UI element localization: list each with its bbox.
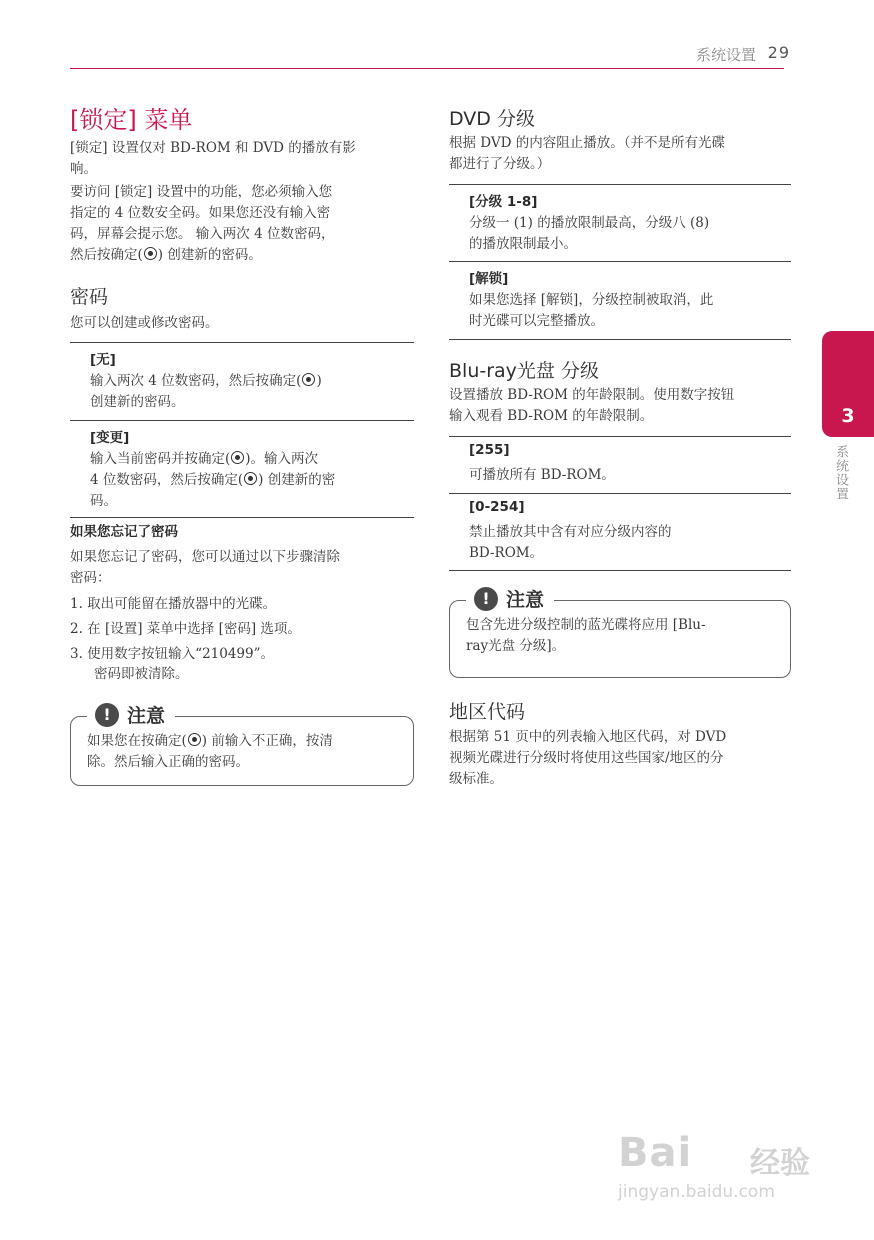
text-line: 如果您忘记了密码，您可以通过以下步骤清除	[70, 549, 340, 565]
lock-menu-title: [锁定] 菜单	[70, 106, 193, 134]
step-3-result: 密码即被清除。	[94, 666, 189, 682]
text-line: ) 创建新的密码。	[157, 247, 262, 263]
password-intro: 您可以创建或修改密码。	[70, 315, 219, 331]
text-line: 然后按确定(	[70, 247, 143, 263]
text-line: 创建新的密码。	[90, 394, 185, 410]
enter-button-icon	[302, 373, 315, 386]
text-line: 输入两次 4 位数密码，然后按确定(	[90, 373, 302, 389]
option-0-254	[449, 493, 791, 571]
area-code-para	[449, 727, 726, 790]
option-label: [0-254]	[469, 499, 525, 515]
text-line: 码。	[90, 493, 117, 509]
text-line: [锁定] 设置仅对 BD-ROM 和 DVD 的播放有影	[70, 140, 356, 156]
text-line: 根据 DVD 的内容阻止播放。（并不是所有光碟	[449, 135, 725, 151]
note-box	[70, 704, 414, 786]
note-title: 注意	[127, 705, 166, 727]
option-label: [分级 1-8]	[469, 194, 538, 210]
step-3: 3. 使用数字按钮输入“210499”。	[70, 646, 275, 662]
option-rating-1-8	[449, 184, 791, 262]
dvd-rating-title: DVD 分级	[449, 108, 535, 130]
text-line: 级标准。	[449, 771, 503, 787]
text-line: 都进行了分级。）	[449, 156, 551, 172]
text-line: 码，屏幕会提示您。 输入两次 4 位数密码，	[70, 226, 335, 242]
text-line: )	[316, 373, 322, 389]
option-desc: 可播放所有 BD-ROM。	[469, 467, 615, 483]
watermark-brand-cn: 经验	[750, 1146, 810, 1181]
text-line: 设置播放 BD-ROM 的年龄限制。使用数字按钮	[449, 387, 735, 403]
watermark-brand: Bai	[618, 1130, 693, 1176]
text-line: 如果您在按确定(	[87, 733, 187, 749]
text-line: 根据第 51 页中的列表输入地区代码，对 DVD	[449, 729, 727, 745]
area-code-title: 地区代码	[449, 701, 526, 723]
header-section-title: 系统设置	[695, 46, 756, 64]
lock-menu-para1	[70, 138, 356, 180]
option-label: [无]	[90, 352, 116, 368]
option-desc	[469, 213, 709, 255]
note-body	[466, 615, 706, 657]
text-line: 密码：	[70, 570, 111, 586]
watermark	[618, 1130, 828, 1210]
note-title: 注意	[506, 589, 545, 611]
text-line: 要访问 [锁定] 设置中的功能，您必须输入您	[70, 184, 333, 200]
note-box	[449, 588, 791, 678]
text-line: 输入当前密码并按确定(	[90, 451, 231, 467]
enter-button-icon	[188, 733, 201, 746]
exclamation-icon: !	[95, 703, 119, 727]
option-desc	[90, 449, 335, 512]
option-255	[449, 436, 791, 494]
bluray-rating-intro	[449, 385, 734, 427]
enter-button-icon	[231, 451, 244, 464]
option-desc	[469, 290, 713, 332]
page-number: 29	[767, 43, 790, 62]
forgot-intro	[70, 547, 340, 589]
text-line: 除。然后输入正确的密码。	[87, 754, 249, 770]
lock-menu-para2	[70, 182, 334, 266]
option-desc	[469, 522, 672, 564]
password-title: 密码	[70, 286, 109, 308]
text-line: 输入观看 BD-ROM 的年龄限制。	[449, 408, 654, 424]
option-change	[70, 420, 414, 518]
option-label: [解锁]	[469, 271, 509, 287]
option-unlock	[449, 261, 791, 340]
note-header	[466, 585, 554, 611]
text-line: 指定的 4 位数安全码。如果您还没有输入密	[70, 205, 331, 221]
step-1: 1. 取出可能留在播放器中的光碟。	[70, 596, 277, 612]
chapter-tab	[822, 331, 874, 437]
text-line: 如果您选择 [解锁]，分级控制被取消，此	[469, 292, 714, 308]
text-line: 禁止播放其中含有对应分级内容的	[469, 524, 672, 540]
text-line: ray光盘 分级]。	[466, 638, 566, 654]
text-line: 的播放限制最小。	[469, 236, 577, 252]
chapter-number: 3	[841, 405, 855, 427]
text-line: BD-ROM。	[469, 545, 544, 561]
enter-button-icon	[144, 247, 157, 260]
text-line: 分级一 (1) 的播放限制最高，分级八 (8)	[469, 215, 710, 231]
step-2: 2. 在 [设置] 菜单中选择 [密码] 选项。	[70, 621, 301, 637]
text-line: 响。	[70, 161, 97, 177]
option-none	[70, 342, 414, 421]
note-body	[87, 731, 333, 773]
option-label: [255]	[469, 442, 510, 458]
text-line: )。输入两次	[245, 451, 319, 467]
text-line: 4 位数密码，然后按确定(	[90, 472, 244, 488]
option-desc	[90, 371, 322, 413]
option-label: [变更]	[90, 430, 130, 446]
enter-button-icon	[244, 472, 257, 485]
bluray-rating-title: Blu-ray光盘 分级	[449, 360, 599, 382]
text-line: 包含先进分级控制的蓝光碟将应用 [Blu-	[466, 617, 706, 633]
text-line: ) 创建新的密	[258, 472, 336, 488]
watermark-url: jingyan.baidu.com	[618, 1182, 775, 1202]
text-line: ) 前输入不正确，按清	[201, 733, 333, 749]
forgot-title: 如果您忘记了密码	[70, 524, 178, 540]
dvd-rating-intro	[449, 133, 725, 175]
text-line: 时光碟可以完整播放。	[469, 313, 604, 329]
exclamation-icon: !	[474, 587, 498, 611]
note-header	[87, 701, 175, 727]
page-header	[70, 40, 790, 69]
chapter-label: 系统设置	[833, 445, 848, 501]
text-line: 视频光碟进行分级时将使用这些国家/地区的分	[449, 750, 724, 766]
